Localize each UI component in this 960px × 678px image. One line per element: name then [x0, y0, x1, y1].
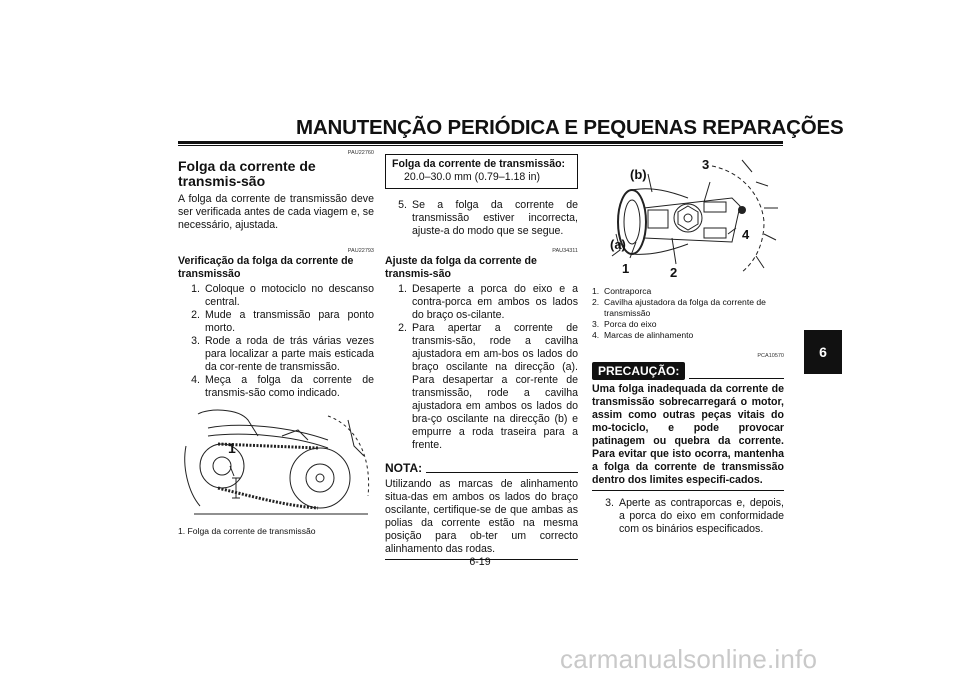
note-heading	[385, 462, 578, 475]
step-text: Meça a folga da corrente de transmis-são como indicado.	[205, 374, 374, 399]
step-number: 2.	[398, 322, 407, 334]
figure-caption-list	[592, 286, 784, 341]
caption-text: Cavilha ajustadora da folga da corrente de transmissão	[604, 297, 766, 318]
caption-number: 4.	[592, 330, 600, 340]
header-rule	[178, 141, 783, 144]
caution-text: Uma folga inadequada da corrente de transmissão sobrecarregará o motor, assim como outras peças vitais do mo-tociclo, e pode provocar patinagem ou quebra da corrente. Para evitar que isto ocorra, mantenha a folga da corrente de transmissão dentro dos limites especifi-cados.	[592, 383, 784, 486]
note-text: Utilizando as marcas de alinhamento situa-das em ambos os lados do braço oscilante, certifique-se de que ambas as polias da corrente estão na mesma posição para ob-ter um correcto alinhamento das rodas.	[385, 478, 578, 555]
step-text: Se a folga da corrente de transmissão estiver incorrecta, ajuste-a do modo que se segue.	[412, 199, 578, 237]
step-number: 3.	[605, 497, 614, 509]
step-text: Para apertar a corrente de transmis-são, rode a cavilha ajustadora em am-bos os lados do braço oscilante na direcção (a). Para desapertar a cor-rente de transmissão, rode a cavilha ajustadora em ambos os lados do bra-ço oscilante na direcção (b) e empurre a roda traseira para a frente.	[412, 322, 578, 451]
step-text: Coloque o motociclo no descanso central.	[205, 283, 374, 308]
reference-code: PAU22793	[347, 248, 374, 254]
reference-code: PCA10570	[757, 353, 784, 359]
list-item	[178, 283, 374, 309]
caption-number: 1.	[592, 286, 600, 296]
spec-box	[385, 154, 578, 189]
step-text: Aperte as contraporcas e, depois, a porca do eixo em conformidade com os binários especificados.	[619, 497, 784, 535]
adjuster-illustration-graphic	[592, 152, 784, 280]
list-item	[592, 286, 784, 297]
list-item	[592, 297, 784, 319]
watermark: carmanualsonline.info	[560, 644, 818, 674]
spec-value: 20.0–30.0 mm (0.79–1.18 in)	[404, 171, 541, 183]
list-item	[385, 283, 578, 322]
step-number: 1.	[191, 283, 200, 295]
figure-caption: 1. Folga da corrente de transmissão	[178, 526, 316, 536]
caption-text: Contraporca	[604, 286, 652, 296]
list-item	[178, 309, 374, 335]
subsection-title: Ajuste da folga da corrente de transmis-são	[385, 255, 537, 280]
note-rule	[426, 472, 578, 473]
adjuster-illustration	[592, 152, 784, 280]
caution-rule	[689, 378, 784, 379]
caution-badge: PRECAUÇÃO:	[592, 362, 685, 380]
list-item	[592, 319, 784, 330]
page-header-title: MANUTENÇÃO PERIÓDICA E PEQUENAS REPARAÇÕES	[296, 116, 844, 139]
column-right	[592, 150, 784, 536]
figure-callout-2: 2	[670, 265, 678, 280]
caution-heading	[592, 362, 784, 380]
list-item	[178, 374, 374, 400]
steps-list	[178, 283, 374, 400]
steps-list	[385, 199, 578, 238]
chain-slack-illustration	[178, 406, 374, 524]
figure-callout-b: (b)	[630, 167, 647, 182]
list-item	[592, 497, 784, 536]
list-item	[385, 199, 578, 238]
step-text: Rode a roda de trás várias vezes para localizar a parte mais esticada da cor-rente de transmissão.	[205, 335, 374, 373]
step-number: 5.	[398, 199, 407, 211]
subsection-title: Verificação da folga da corrente de transmissão	[178, 255, 354, 280]
section-title: Folga da corrente de transmis-são	[178, 158, 316, 189]
step-text: Mude a transmissão para ponto morto.	[205, 309, 374, 334]
figure-callout-a: (a)	[610, 237, 626, 252]
header-rule-thin	[178, 145, 783, 146]
caption-text: Marcas de alinhamento	[604, 330, 694, 340]
reference-code: PAU22760	[347, 150, 374, 156]
caption-text: Porca do eixo	[604, 319, 657, 329]
page-number: 6-19	[469, 556, 491, 568]
caption-number: 3.	[592, 319, 600, 329]
step-text: Desaperte a porca do eixo e a contra-porca em ambos os lados do braço os-cilante.	[412, 283, 578, 321]
steps-list	[592, 497, 784, 536]
step-number: 3.	[191, 335, 200, 347]
chapter-tab: 6	[804, 330, 842, 374]
step-number: 4.	[191, 374, 200, 386]
caption-number: 2.	[592, 297, 600, 307]
reference-code: PAU34311	[552, 248, 578, 254]
figure-callout: 1	[228, 440, 236, 456]
list-item	[592, 330, 784, 341]
note-label: NOTA:	[385, 461, 423, 475]
list-item	[178, 335, 374, 374]
column-middle	[385, 150, 578, 560]
figure-callout-4: 4	[742, 227, 750, 242]
step-number: 2.	[191, 309, 200, 321]
figure-callout-3: 3	[702, 157, 710, 172]
list-item	[385, 322, 578, 452]
figure-callout-1: 1	[622, 261, 630, 276]
step-number: 1.	[398, 283, 407, 295]
caution-end-rule	[592, 490, 784, 491]
intro-paragraph: A folga da corrente de transmissão deve ser verificada antes de cada viagem e, se necessário, ajustada.	[178, 193, 374, 231]
steps-list	[385, 283, 578, 452]
spec-label: Folga da corrente de transmissão:	[392, 158, 566, 170]
chain-illustration-graphic	[178, 406, 374, 524]
column-left	[178, 150, 374, 537]
